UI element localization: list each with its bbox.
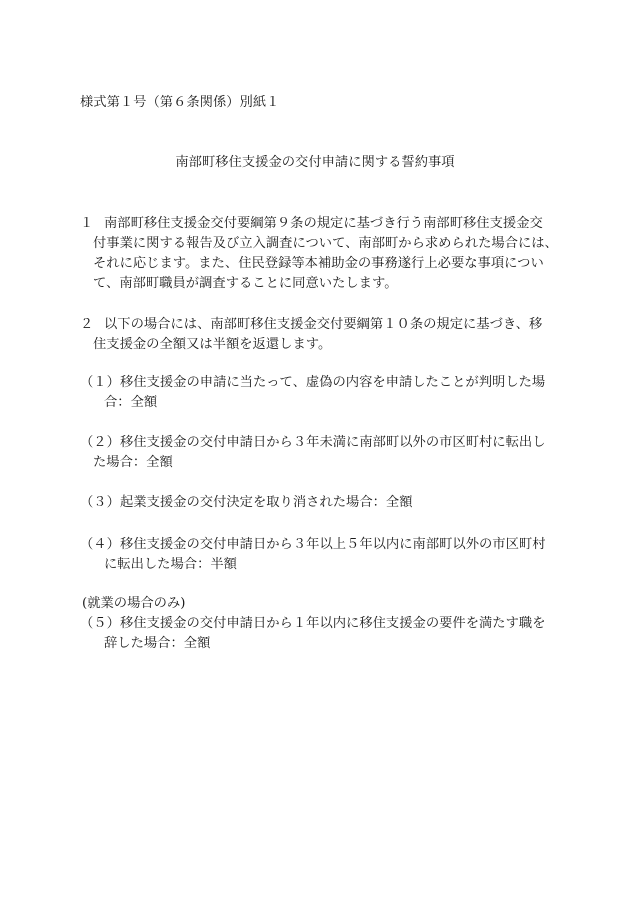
clause-text-line: 住支援金の全額又は半額を返還します。 xyxy=(93,337,332,352)
clause-text-line: て、南部町職員が調査することに同意いたします。 xyxy=(93,276,398,291)
case-text-line: 移住支援金の交付申請日から３年未満に南部町以外の市区町村に転出し xyxy=(120,435,546,450)
case-text-line: 合：全額 xyxy=(104,395,158,410)
case-text-line: 移住支援金の交付申請日から１年以内に移住支援金の要件を満たす職を xyxy=(120,616,546,631)
case-number: （３） xyxy=(80,495,120,510)
case-number: （５） xyxy=(80,616,120,631)
clause-number: １ xyxy=(80,216,94,231)
case-text-line: 辞した場合：全額 xyxy=(104,636,211,651)
case-number: （４） xyxy=(80,537,120,552)
case-number: （２） xyxy=(80,435,120,450)
document-title: 南部町移住支援金の交付申請に関する誓約事項 xyxy=(175,155,455,170)
case-text-line: 移住支援金の交付申請日から３年以上５年以内に南部町以外の市区町村 xyxy=(120,537,546,552)
case-text-line: た場合：全額 xyxy=(93,455,173,470)
clause-number: ２ xyxy=(80,317,94,332)
form-number-label: 様式第１号（第６条関係）別紙１ xyxy=(80,95,280,110)
case-text-line: 移住支援金の申請に当たって、虚偽の内容を申請したことが判明した場 xyxy=(120,375,546,390)
clause-text-line: 付事業に関する報告及び立入調査について、南部町から求められた場合には、 xyxy=(93,236,558,251)
clause-text-line: 南部町移住支援金交付要綱第９条の規定に基づき行う南部町移住支援金交 xyxy=(104,216,543,231)
case-text-line: に転出した場合：半額 xyxy=(104,557,237,572)
case-text-line: 起業支援金の交付決定を取り消された場合：全額 xyxy=(120,495,413,510)
case-number: （１） xyxy=(80,375,120,390)
clause-text-line: 以下の場合には、南部町移住支援金交付要綱第１０条の規定に基づき、移 xyxy=(104,317,543,332)
employment-only-note: (就業の場合のみ) xyxy=(82,596,186,611)
clause-text-line: それに応じます。また、住民登録等本補助金の事務遂行上必要な事項につい xyxy=(93,256,544,271)
